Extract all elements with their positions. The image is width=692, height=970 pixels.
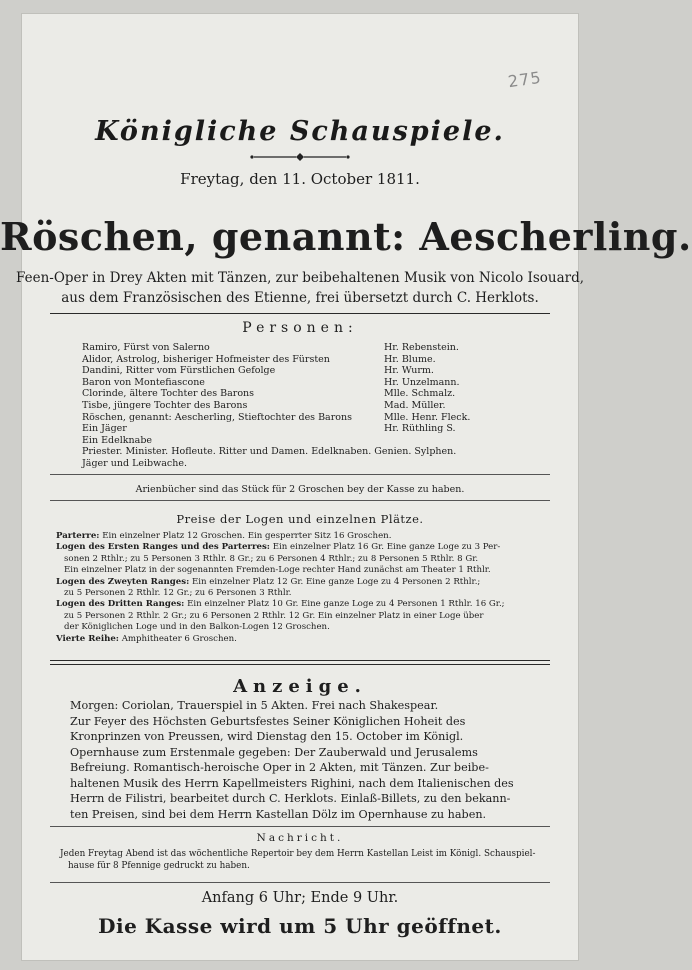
price-details: Ein einzelner Platz 12 Groschen. Ein gesperrter Sitz 16 Groschen. [99, 531, 392, 541]
announcement-line: ten Preisen, sind bei dem Herrn Kastellan Dölz im Opernhause zu haben. [70, 807, 487, 821]
divider [50, 474, 550, 475]
actor-name: Hr. Blume. [384, 353, 436, 365]
price-details: Ein einzelner Platz in der sogenannten Fremden-Loge rechter Hand zunächst am Theater 1 Rthlr. [64, 565, 491, 576]
announcement-line: Morgen: Coriolan, Trauerspiel in 5 Akten. Frei nach Shakespear. [70, 699, 439, 712]
play-subtitle-line-2: aus dem Französischen des Etienne, frei übersetzt durch C. Herklots. [61, 290, 539, 306]
price-line [56, 588, 551, 599]
ornament-divider [250, 152, 350, 162]
announcement-title: Anzeige. [233, 676, 367, 697]
price-details: zu 5 Personen 2 Rthlr. 2 Gr.; zu 6 Personen 2 Rthlr. 12 Gr. Ein einzelner Platz in einer Loge über [64, 610, 484, 621]
announcement-line: Opernhause zum Erstenmale gegeben: Der Zauberwald und Jerusalems [70, 745, 478, 759]
cast-row [82, 365, 502, 377]
price-line [56, 542, 551, 553]
price-details: der Königlichen Loge und in den Balkon-Logen 12 Groschen. [64, 622, 330, 633]
price-line [56, 565, 551, 576]
price-line [56, 599, 551, 610]
cast-row [82, 377, 502, 389]
divider [50, 826, 550, 827]
price-details: Ein einzelner Platz 16 Gr. Eine ganze Loge zu 3 Per- [269, 542, 501, 553]
cast-row [82, 342, 502, 354]
cast-list [82, 342, 502, 446]
prices-section-title: Preise der Logen und einzelnen Plätze. [176, 512, 424, 526]
role-name: Alidor, Astrolog, bisheriger Hofmeister des Fürsten [82, 353, 330, 365]
price-line [56, 611, 551, 622]
cast-section-title: Personen: [242, 320, 358, 336]
price-details: sonen 2 Rthlr.; zu 5 Personen 3 Rthlr. 8 Gr.; zu 6 Personen 4 Rthlr.; zu 8 Personen 5 Rthlr. 8 Gr. [64, 553, 479, 564]
divider [50, 500, 550, 501]
price-line [56, 622, 551, 633]
cast-row [82, 400, 502, 412]
price-category: Logen des Zweyten Ranges: [56, 576, 190, 587]
price-details: Ein einzelner Platz 12 Gr. Eine ganze Loge zu 4 Personen 2 Rthlr.; [189, 576, 481, 587]
actor-name: Hr. Rebenstein. [384, 342, 459, 353]
actor-name: Hr. Wurm. [384, 365, 434, 377]
price-line [56, 577, 551, 588]
actor-name: Mlle. Henr. Fleck. [384, 411, 471, 423]
price-details: Amphitheater 6 Groschen. [118, 633, 237, 644]
actor-name: Mad. Müller. [384, 399, 446, 411]
archive-page-number: 275 [506, 67, 543, 92]
price-list [56, 531, 551, 645]
cast-row [82, 435, 502, 447]
role-name: Tisbe, jüngere Tochter des Barons [82, 399, 248, 411]
actor-name: Hr. Unzelmann. [384, 376, 460, 388]
ensemble-list [82, 446, 522, 470]
price-category: Vierte Reihe: [56, 633, 119, 644]
cast-row [82, 354, 502, 366]
ensemble-line: Jäger und Leibwache. [82, 458, 188, 469]
role-name: Clorinde, ältere Tochter des Barons [82, 388, 255, 400]
price-category: Logen des Ersten Ranges und des Parterres: [56, 542, 270, 553]
announcement-line: Befreiung. Romantisch-heroische Oper in 2 Akten, mit Tänzen. Zur beibe- [70, 761, 489, 774]
play-title: Röschen, genannt: Aescherling. [0, 214, 692, 259]
theatre-name: Königliche Schauspiele. [95, 116, 505, 147]
announcement-text [70, 698, 528, 822]
play-subtitle-line-1: Feen-Oper in Drey Akten mit Tänzen, zur beibehaltenen Musik von Nicolo Isouard, [15, 270, 585, 286]
price-details: Ein einzelner Platz 10 Gr. Eine ganze Loge zu 4 Personen 1 Rthlr. 16 Gr.; [184, 599, 505, 610]
ensemble-line: Priester. Minister. Hofleute. Ritter und Damen. Edelknaben. Genien. Sylphen. [82, 446, 457, 457]
announcement-line: Zur Feyer des Höchsten Geburtsfestes Seiner Königlichen Hoheit des [70, 714, 466, 728]
price-category: Logen des Dritten Ranges: [56, 599, 185, 610]
cast-row [82, 388, 502, 400]
actor-name: Hr. Rüthling S. [384, 423, 456, 435]
role-name: Baron von Montefiascone [82, 376, 205, 388]
announcement-line: Herrn de Filistri, bearbeitet durch C. Herklots. Einlaß-Billets, zu den bekann- [70, 792, 511, 805]
role-name: Röschen, genannt: Aescherling, Stieftochter des Barons [82, 411, 352, 423]
notice-line: hause für 8 Pfennige gedruckt zu haben. [68, 861, 250, 871]
price-line [56, 531, 551, 542]
price-details: zu 5 Personen 2 Rthlr. 12 Gr.; zu 6 Personen 3 Rthlr. [64, 588, 292, 599]
show-times: Anfang 6 Uhr; Ende 9 Uhr. [201, 890, 399, 906]
libretto-note: Arienbücher sind das Stück für 2 Groschen bey der Kasse zu haben. [135, 484, 465, 495]
cast-row [82, 423, 502, 435]
actor-name: Mlle. Schmalz. [384, 388, 456, 400]
role-name: Dandini, Ritter vom Fürstlichen Gefolge [82, 365, 276, 377]
role-name: Ein Jäger [82, 423, 127, 435]
divider [50, 882, 550, 883]
double-divider [50, 660, 550, 665]
performance-date: Freytag, den 11. October 1811. [180, 170, 420, 188]
price-line [56, 554, 551, 565]
announcement-line: haltenen Musik des Herrn Kapellmeisters Righini, nach dem Italienischen des [70, 776, 514, 790]
divider [50, 313, 550, 314]
price-line [56, 634, 551, 645]
notice-line: Jeden Freytag Abend ist das wöchentliche Repertoir bey dem Herrn Kastellan Leist im Königl. Schauspiel- [60, 849, 536, 859]
role-name: Ramiro, Fürst von Salerno [82, 342, 210, 353]
notice-title: Nachricht. [256, 832, 344, 844]
role-name: Ein Edelknabe [82, 434, 153, 446]
price-category: Parterre: [56, 531, 100, 541]
announcement-line: Kronprinzen von Preussen, wird Dienstag den 15. October im Königl. [70, 730, 464, 743]
box-office-opening: Die Kasse wird um 5 Uhr geöffnet. [98, 914, 502, 938]
notice-text [60, 848, 550, 872]
cast-row [82, 412, 502, 424]
